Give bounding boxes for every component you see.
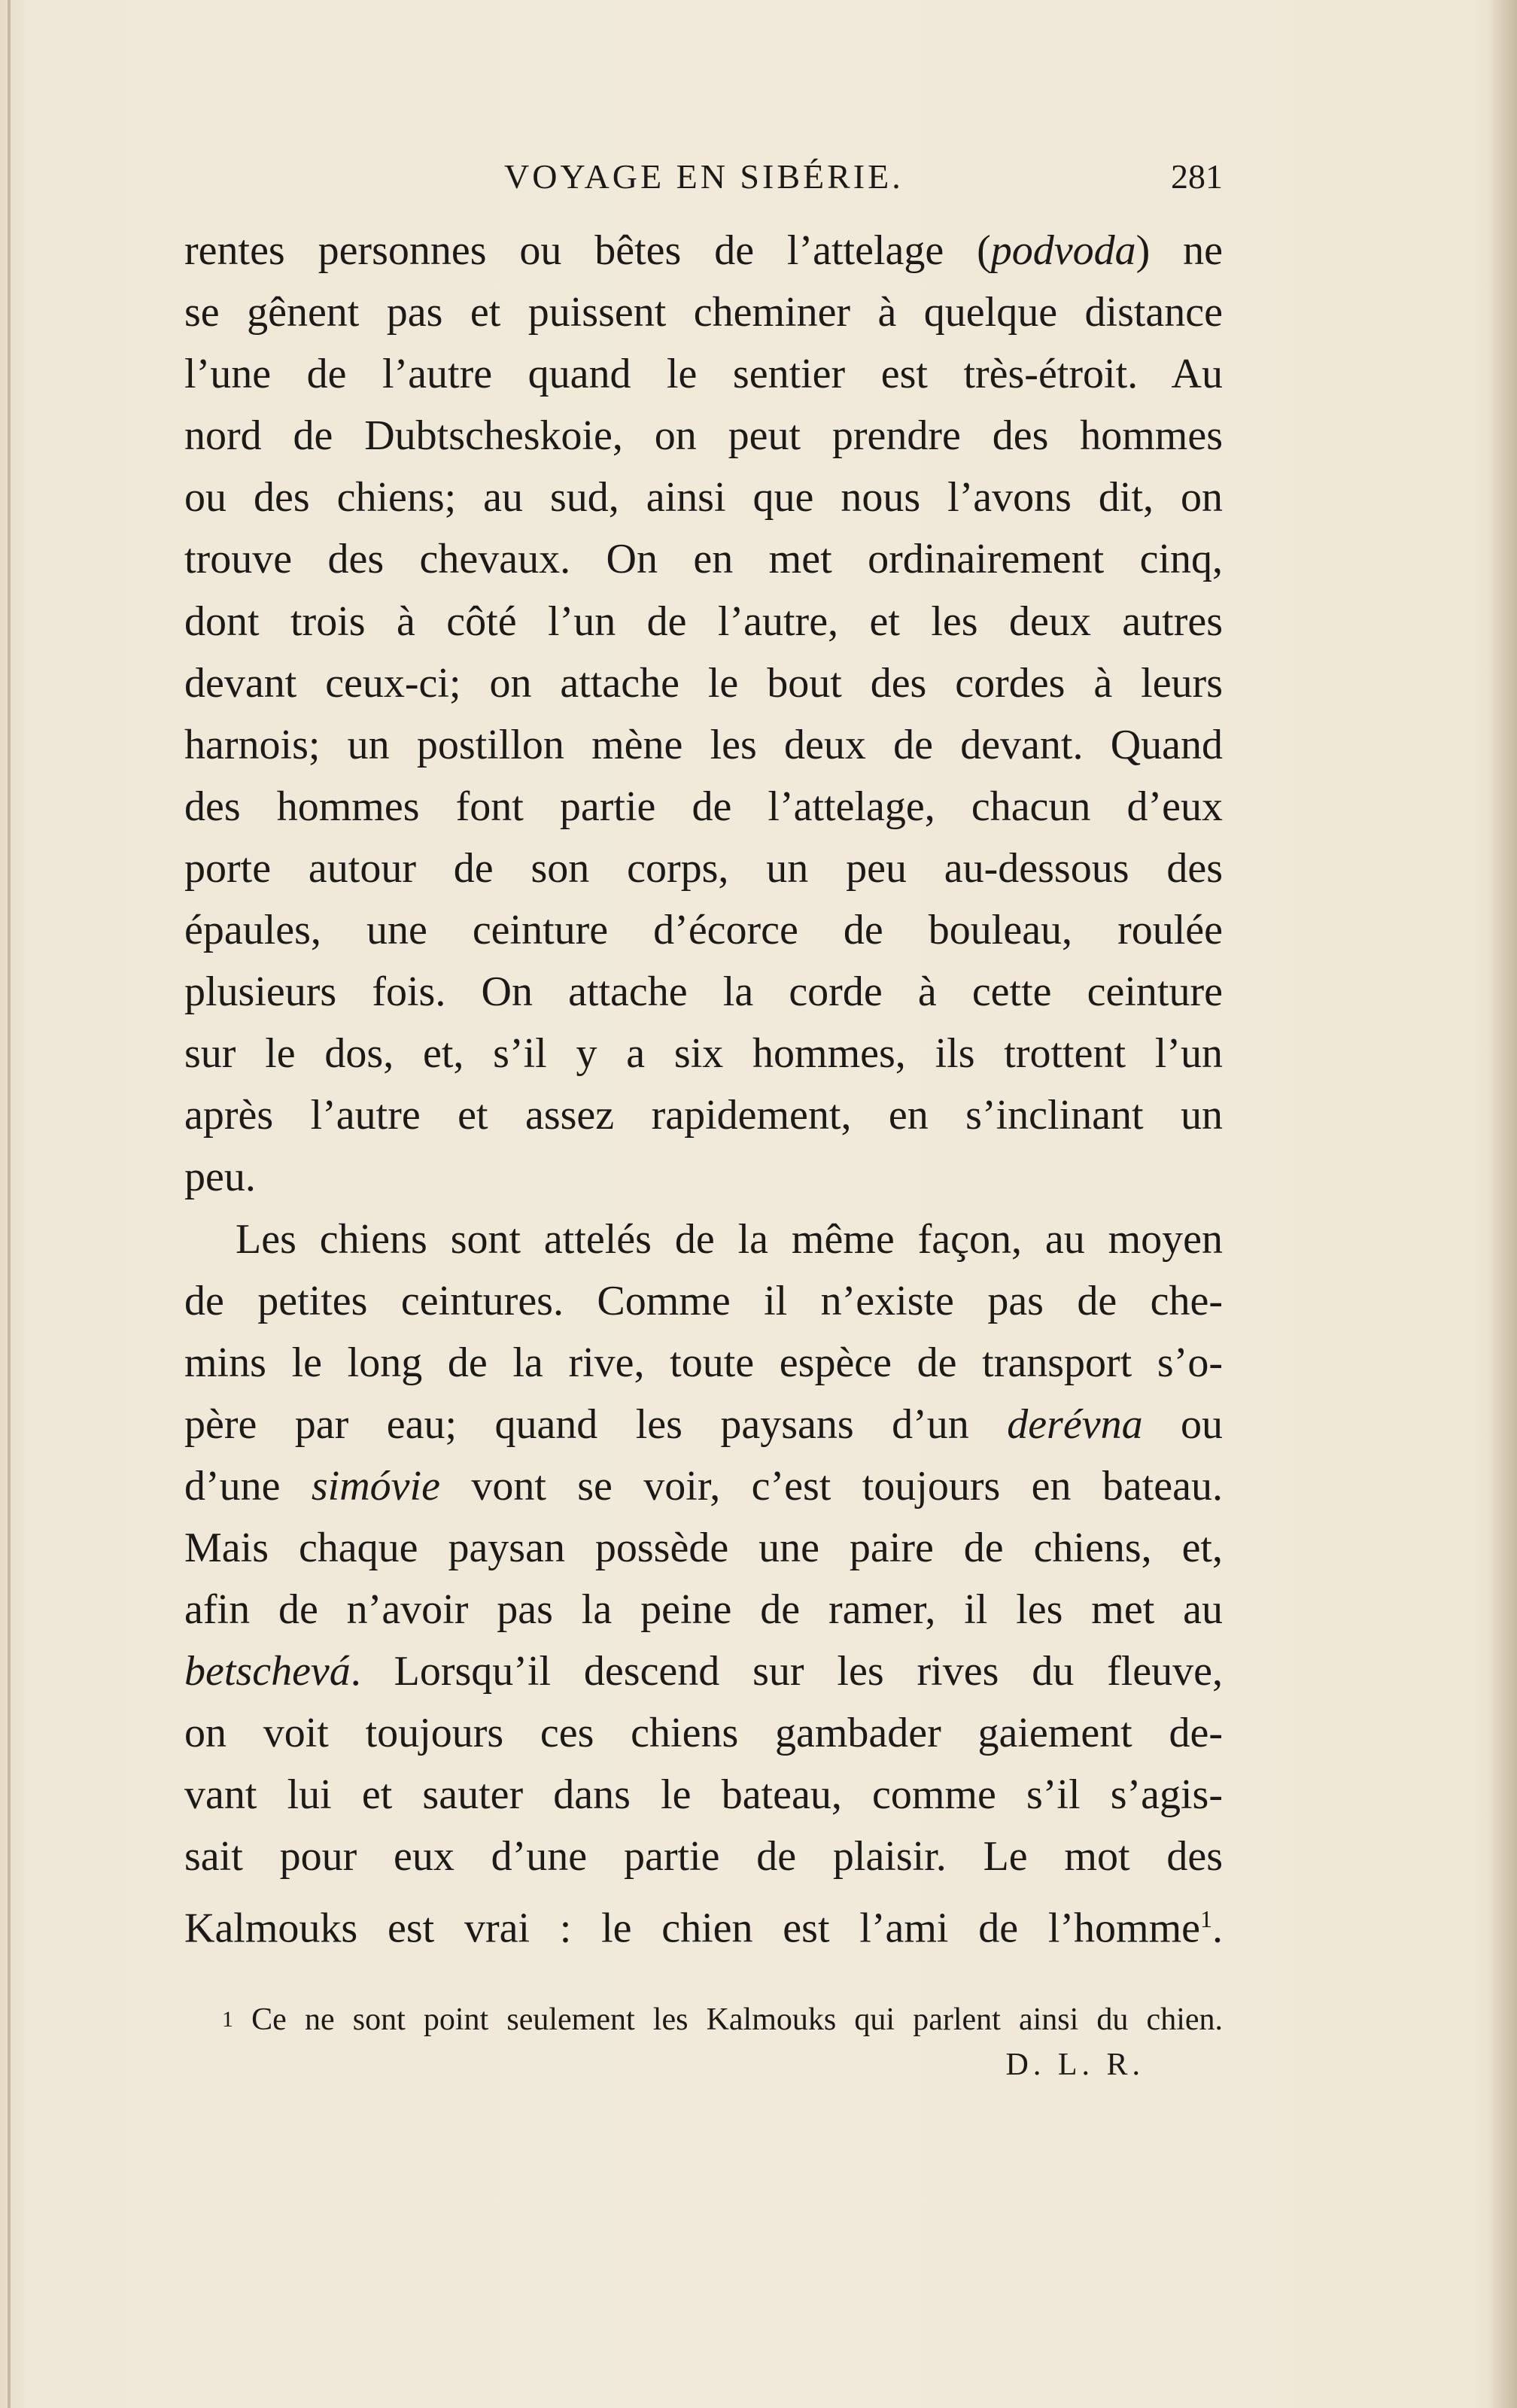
text-line: épaules, une ceinture d’écorce de bouleau, roulée — [184, 907, 1223, 954]
text-line: sur le dos, et, s’il y a six hommes, ils trottent l’un — [184, 1030, 1223, 1078]
paragraph-1 — [184, 220, 1223, 1209]
footnote-reference: 1 — [1200, 1905, 1212, 1932]
text-line: se gênent pas et puissent cheminer à quelque distance — [184, 289, 1223, 336]
text-line: de petites ceintures. Comme il n’existe pas de che- — [184, 1277, 1223, 1324]
text-line: Les chiens sont attelés de la même façon, au moyen — [236, 1215, 1223, 1263]
text-line: Mais chaque paysan possède une paire de chiens, et, — [184, 1524, 1223, 1571]
text-line: betschevá. Lorsqu’il descend sur les rives du fleuve, — [184, 1648, 1223, 1695]
text-line: peu. — [184, 1154, 256, 1201]
text-line: trouve des chevaux. On en met ordinairement cinq, — [184, 536, 1223, 583]
text-line: d’une simóvie vont se voir, c’est toujours en bateau. — [184, 1462, 1223, 1510]
text-line: on voit toujours ces chiens gambader gaiement de- — [184, 1710, 1223, 1757]
text-line: afin de n’avoir pas la peine de ramer, il les met au — [184, 1586, 1223, 1634]
footnote-signature: D. L. R. — [1005, 2048, 1145, 2082]
text-line: devant ceux-ci; on attache le bout des cordes à leurs — [184, 659, 1223, 707]
page-right-shadow — [1487, 0, 1517, 2408]
text-line: dont trois à côté l’un de l’autre, et les deux autres — [184, 597, 1223, 645]
footnote-text-line: $^1$ Ce ne sont point seulement les Kalmouks qui parlent ainsi du chien. — [222, 2002, 1224, 2037]
text-line: mins le long de la rive, toute espèce de transport s’o- — [184, 1339, 1223, 1386]
text-line: ou des chiens; au sud, ainsi que nous l’avons dit, on — [184, 474, 1223, 521]
footnote-mark: 1 — [222, 2007, 233, 2032]
text-line: après l’autre et assez rapidement, en s’inclinant un — [184, 1092, 1223, 1139]
text-line: rentes personnes ou bêtes de l’attelage (podvoda) ne — [184, 227, 1223, 274]
footnote — [184, 1997, 1223, 2087]
page-number: 281 — [1171, 157, 1223, 196]
running-head — [184, 150, 1223, 203]
text-line: harnois; un postillon mène les deux de devant. Quand — [184, 721, 1223, 768]
text-line: père par eau; quand les paysans d’un derévna ou — [184, 1400, 1223, 1448]
text-line: porte autour de son corps, un peu au-dessous des — [184, 844, 1223, 892]
text-line: plusieurs fois. On attache la corde à cette ceinture — [184, 968, 1223, 1016]
page-left-edge — [8, 0, 11, 2408]
text-line: vant lui et sauter dans le bateau, comme s’il s’agis- — [184, 1771, 1223, 1819]
text-line: nord de Dubtscheskoie, on peut prendre des hommes — [184, 412, 1223, 460]
text-line: Kalmouks est vrai : le chien est l’ami de l’homme$^1$. — [184, 1905, 1223, 1952]
text-line: sait pour eux d’une partie de plaisir. Le mot des — [184, 1833, 1223, 1880]
running-title: VOYAGE EN SIBÉRIE. — [504, 157, 904, 196]
paragraph-2 — [184, 1209, 1223, 1950]
text-line: des hommes font partie de l’attelage, chacun d’eux — [184, 783, 1223, 830]
text-line: l’une de l’autre quand le sentier est très-étroit. Au — [184, 351, 1223, 398]
body-text — [184, 220, 1223, 1950]
